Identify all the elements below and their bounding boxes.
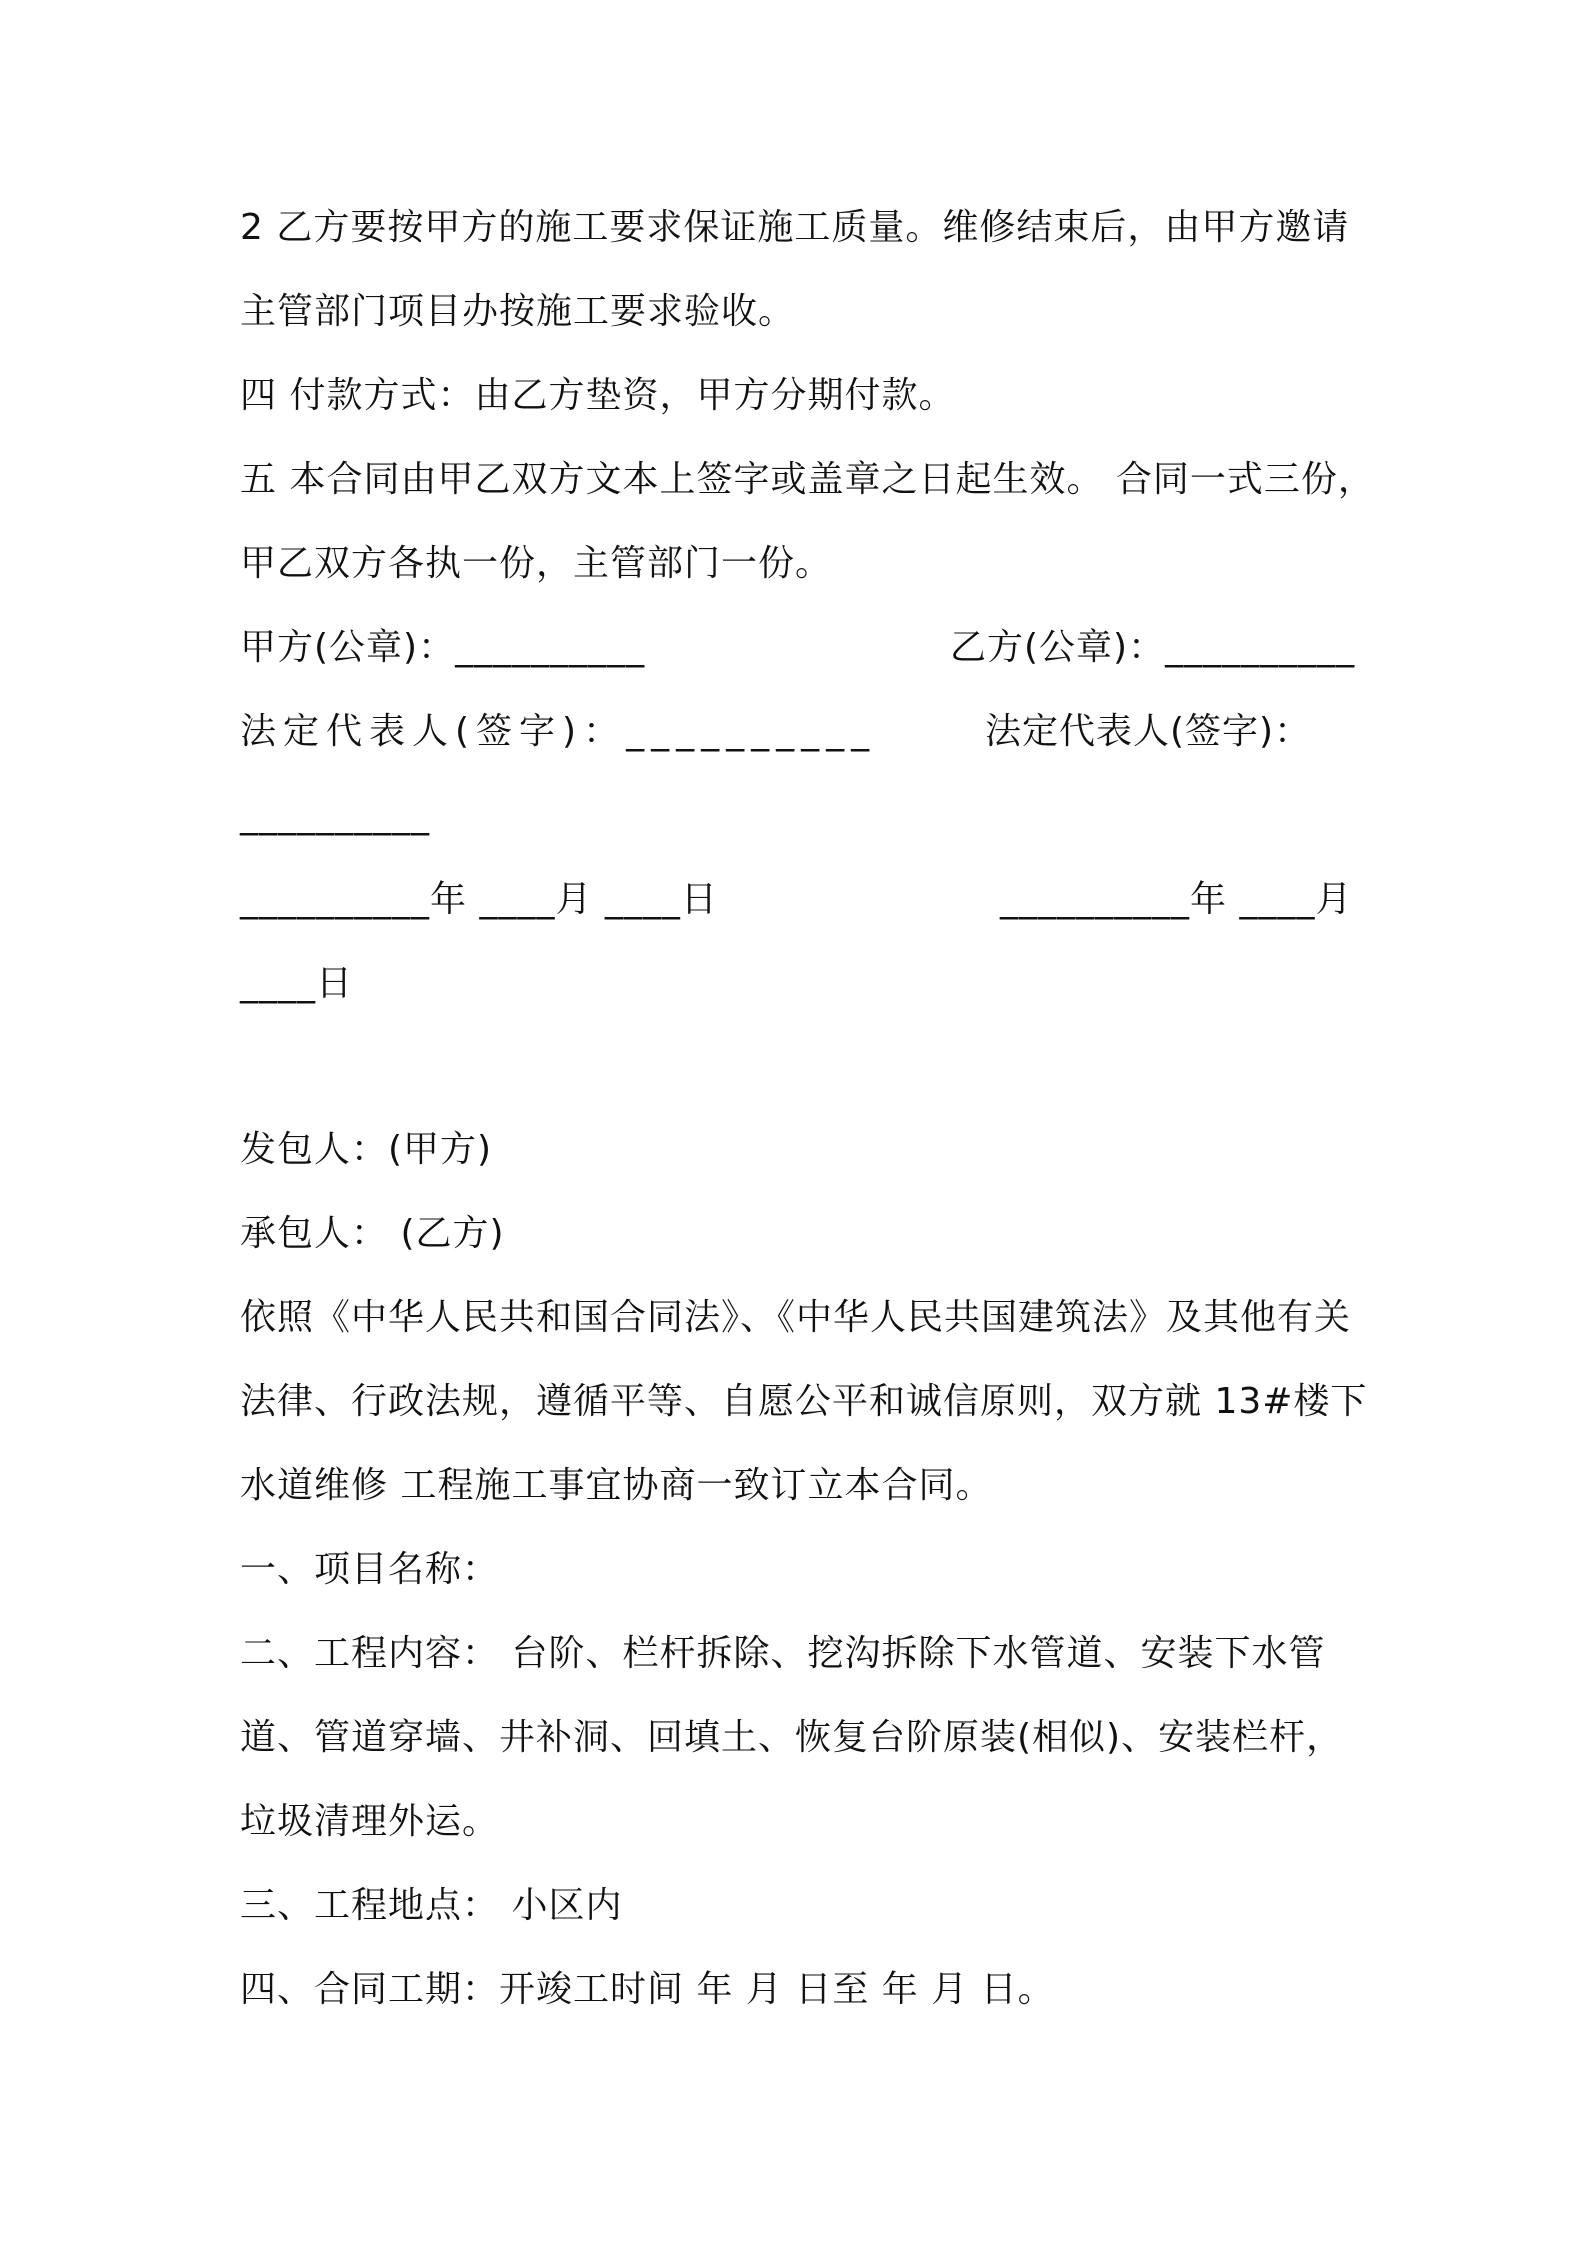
section-work-location: 三、工程地点： 小区内 [240, 1885, 623, 1926]
preamble-line-1: 依照《中华人民共和国合同法》、《中华人民共国建筑法》及其他有关 [240, 1297, 1352, 1338]
effectivity-clause-line-1: 五 本合同由甲乙双方文本上签字或盖章之日起生效。 合同一式三份， [240, 459, 1375, 500]
contractor-line: 承包人： (乙方) [240, 1213, 505, 1254]
party-a-date: __________年 ____月 ____日 [240, 879, 718, 920]
party-a-seal: 甲方(公章)：__________ [240, 627, 646, 668]
section-work-content-line-1: 二、工程内容： 台阶、栏杆拆除、挖沟拆除下水管道、安装下水管 [240, 1633, 1326, 1674]
party-b-representative: 法定代表人(签字)： [985, 711, 1312, 752]
party-b-date-day: ____日 [240, 963, 354, 1004]
party-b-date: __________年 ____月 [1000, 879, 1353, 920]
section-work-content-line-3: 垃圾清理外运。 [240, 1801, 500, 1842]
preamble-line-2: 法律、行政法规，遵循平等、自愿公平和诚信原则，双方就 13#楼下 [240, 1381, 1368, 1422]
party-b-seal: 乙方(公章)：__________ [950, 627, 1356, 668]
payment-clause: 四 付款方式：由乙方垫资，甲方分期付款。 [240, 375, 956, 416]
clause-2-line-1: 2 乙方要按甲方的施工要求保证施工质量。维修结束后，由甲方邀请 [240, 207, 1350, 248]
section-work-content-line-2: 道、管道穿墙、井补洞、回填土、恢复台阶原装(相似)、安装栏杆， [240, 1717, 1344, 1758]
section-contract-period: 四、合同工期：开竣工时间 年 月 日至 年 月 日。 [240, 1969, 1055, 2010]
effectivity-clause-line-2: 甲乙双方各执一份，主管部门一份。 [240, 543, 833, 584]
party-a-representative: 法定代表人(签字)：__________ [240, 711, 877, 752]
clause-2-line-2: 主管部门项目办按施工要求验收。 [240, 291, 796, 332]
party-b-representative-blank: __________ [240, 795, 430, 836]
section-project-name: 一、项目名称： [240, 1549, 500, 1590]
preamble-line-3: 水道维修 工程施工事宜协商一致订立本合同。 [240, 1465, 993, 1506]
employer-line: 发包人：(甲方) [240, 1129, 493, 1170]
